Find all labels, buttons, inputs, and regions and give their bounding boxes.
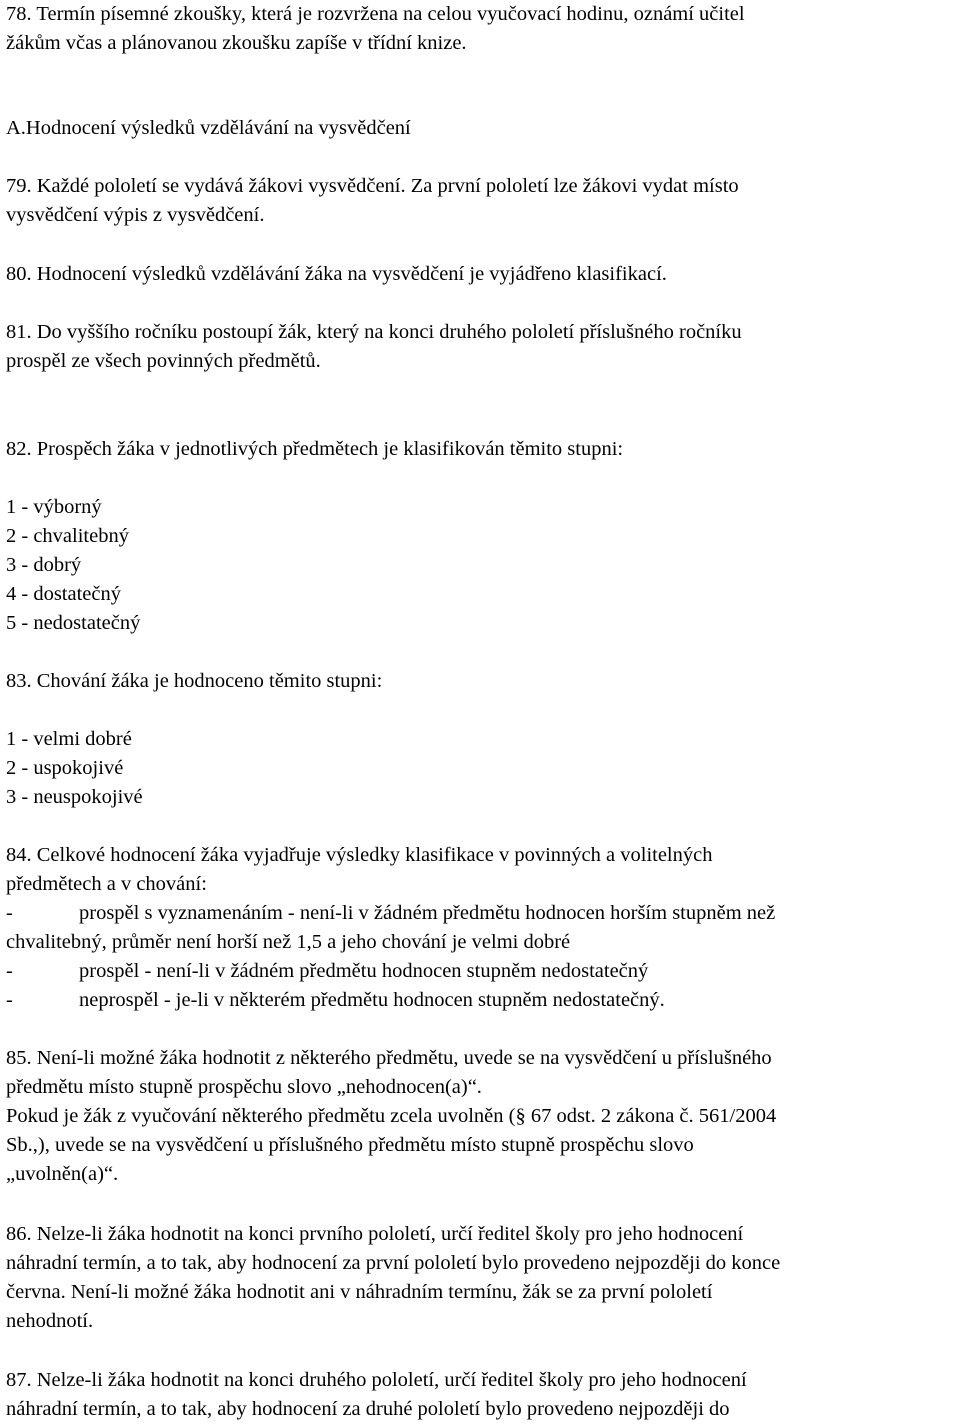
paragraph-81-line-2: prospěl ze všech povinných předmětů.	[6, 350, 321, 372]
paragraph-86-line-4: nehodnotí.	[6, 1310, 94, 1332]
grade-item: 5 - nedostatečný	[6, 612, 141, 634]
section-heading-a	[6, 114, 956, 143]
grade-list-performance	[6, 493, 956, 638]
paragraph-84	[6, 841, 956, 1015]
list-dash: -	[6, 960, 13, 982]
paragraph-85-line-2: předmětu místo stupně prospěchu slovo „nehodnocen(a)“.	[6, 1076, 482, 1098]
paragraph-83	[6, 667, 956, 696]
paragraph-79	[6, 172, 956, 230]
paragraph-86	[6, 1220, 956, 1336]
overall-result-item	[6, 899, 956, 928]
overall-result-text: prospěl s vyznamenáním - není-li v žádném předmětu hodnocen horším stupněm než	[79, 902, 776, 924]
paragraph-79-line-1: 79. Každé pololetí se vydává žákovi vysvědčení. Za první pololetí lze žákovi vydat místo	[6, 175, 739, 197]
overall-result-text: prospěl - není-li v žádném předmětu hodnocen stupněm nedostatečný	[79, 960, 649, 982]
paragraph-78-line-2: žákům včas a plánovanou zkoušku zapíše v třídní knize.	[6, 32, 467, 54]
behaviour-grade-item: 3 - neuspokojivé	[6, 786, 143, 808]
paragraph-86-line-3: června. Není-li možné žáka hodnotit ani v náhradním termínu, žák se za první pololetí	[6, 1281, 713, 1303]
paragraph-84-line-1: 84. Celkové hodnocení žáka vyjadřuje výsledky klasifikace v povinných a volitelných	[6, 844, 713, 866]
paragraph-79-line-2: vysvědčení výpis z vysvědčení.	[6, 204, 265, 226]
paragraph-87-line-1: 87. Nelze-li žáka hodnotit na konci druhého pololetí, určí ředitel školy pro jeho hodnocení	[6, 1369, 747, 1391]
paragraph-85-line-3: Pokud je žák z vyučování některého předmětu zcela uvolněn (§ 67 odst. 2 zákona č. 561/2004	[6, 1105, 777, 1127]
paragraph-86-line-1: 86. Nelze-li žáka hodnotit na konci prvního pololetí, určí ředitel školy pro jeho hodnocení	[6, 1223, 744, 1245]
overall-result-item	[6, 957, 956, 986]
grade-item: 2 - chvalitebný	[6, 525, 129, 547]
paragraph-81	[6, 318, 956, 376]
behaviour-grade-item: 1 - velmi dobré	[6, 728, 132, 750]
grade-item: 1 - výborný	[6, 496, 102, 518]
behaviour-grade-item: 2 - uspokojivé	[6, 757, 124, 779]
paragraph-86-line-2: náhradní termín, a to tak, aby hodnocení za první pololetí bylo provedeno nejpozději do konce	[6, 1252, 781, 1274]
paragraph-87-line-2: náhradní termín, a to tak, aby hodnocení za druhé pololetí bylo provedeno nejpozději do	[6, 1398, 730, 1420]
paragraph-80-line-1: 80. Hodnocení výsledků vzdělávání žáka na vysvědčení je vyjádřeno klasifikací.	[6, 263, 667, 285]
overall-result-text: neprospěl - je-li v některém předmětu hodnocen stupněm nedostatečný.	[79, 989, 665, 1011]
paragraph-82	[6, 435, 956, 464]
overall-result-continuation: chvalitebný, průměr není horší než 1,5 a jeho chování je velmi dobré	[6, 931, 571, 953]
grade-item: 3 - dobrý	[6, 554, 82, 576]
list-dash: -	[6, 902, 13, 924]
list-dash: -	[6, 989, 13, 1011]
paragraph-87	[6, 1366, 956, 1424]
paragraph-83-intro: 83. Chování žáka je hodnoceno těmito stupni:	[6, 670, 383, 692]
paragraph-85-line-4: Sb.,), uvede se na vysvědčení u příslušného předmětu místo stupně prospěchu slovo	[6, 1134, 694, 1156]
paragraph-81-line-1: 81. Do vyššího ročníku postoupí žák, který na konci druhého pololetí příslušného ročníku	[6, 321, 742, 343]
paragraph-78	[6, 0, 956, 58]
grade-list-behaviour	[6, 725, 956, 812]
paragraph-85-line-5: „uvolněn(a)“.	[6, 1163, 119, 1185]
paragraph-78-line-1: 78. Termín písemné zkoušky, která je rozvržena na celou vyučovací hodinu, oznámí učitel	[6, 3, 745, 25]
paragraph-85	[6, 1044, 956, 1189]
paragraph-82-intro: 82. Prospěch žáka v jednotlivých předmětech je klasifikován těmito stupni:	[6, 438, 624, 460]
section-heading-a-text: A.Hodnocení výsledků vzdělávání na vysvědčení	[6, 117, 411, 139]
paragraph-84-line-2: předmětech a v chování:	[6, 873, 207, 895]
overall-result-item	[6, 986, 956, 1015]
grade-item: 4 - dostatečný	[6, 583, 121, 605]
paragraph-85-line-1: 85. Není-li možné žáka hodnotit z některého předmětu, uvede se na vysvědčení u příslušného	[6, 1047, 772, 1069]
paragraph-80	[6, 260, 956, 289]
